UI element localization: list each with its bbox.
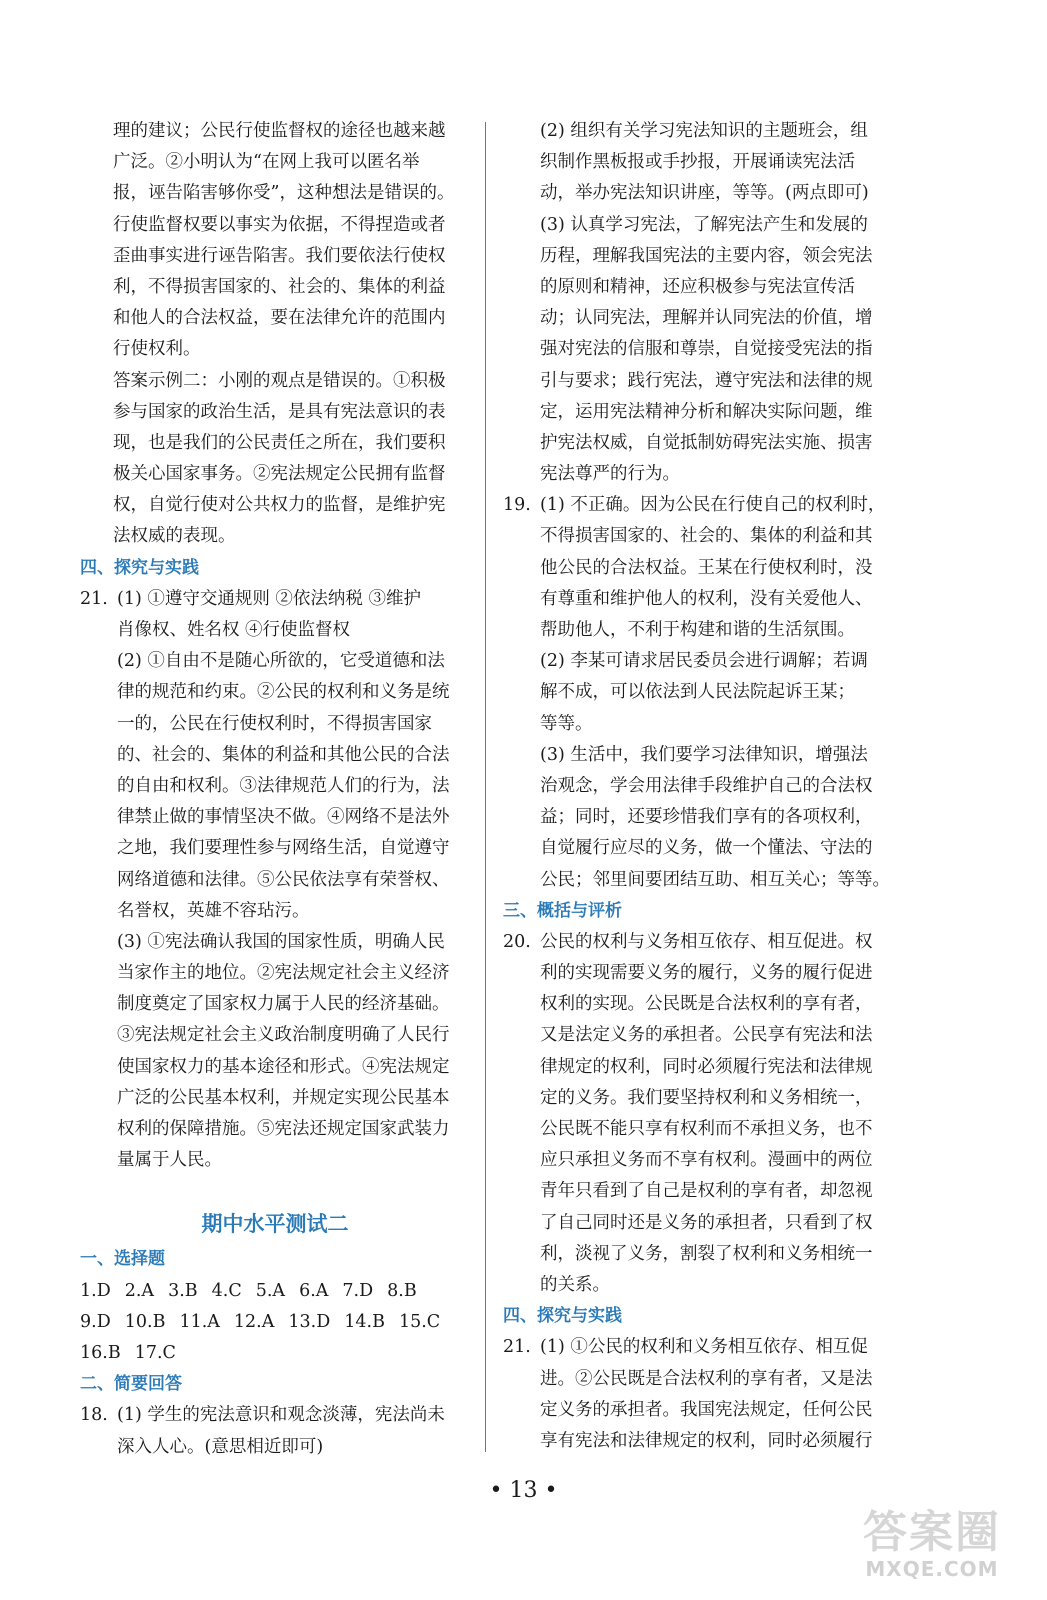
question-first-line bbox=[503, 927, 893, 958]
text-line: 现，也是我们的公民责任之所在，我们要积 bbox=[113, 432, 446, 453]
text-line: 解不成，可以依法到人民法院起诉王某； bbox=[540, 682, 855, 703]
question-first-line bbox=[80, 1400, 470, 1431]
text-line: 利的实现需要义务的履行，义务的履行促进 bbox=[540, 963, 873, 984]
text-line: 广泛的公民基本权利，并规定实现公民基本 bbox=[117, 1087, 450, 1108]
watermark-logo: 答案圈 bbox=[863, 1507, 1001, 1558]
text-line: 行使监督权要以事实为依据，不得捏造或者 bbox=[113, 214, 446, 235]
text-line: 定的义务。我们要坚持权利和义务相统一， bbox=[540, 1087, 873, 1108]
text-line: 定，运用宪法精神分析和解决实际问题，维 bbox=[540, 401, 873, 422]
text-line: 宪法尊严的行为。 bbox=[540, 464, 680, 485]
text-line: 歪曲事实进行诬告陷害。我们要依法行使权 bbox=[113, 245, 446, 266]
text-line: 答案示例二：小刚的观点是错误的。①积极 bbox=[113, 370, 446, 391]
text-line: 等等。 bbox=[540, 713, 593, 734]
page-number: • 13 • bbox=[489, 1478, 558, 1503]
text-line: 名誉权，英雄不容玷污。 bbox=[117, 900, 310, 921]
answer-item: 15.C bbox=[398, 1311, 441, 1332]
question-first-line bbox=[503, 490, 893, 521]
text-line: 利，淡视了义务，割裂了权利和义务相统一 bbox=[540, 1243, 873, 1264]
column-divider bbox=[485, 122, 486, 1452]
answer-item: 6.A bbox=[299, 1280, 329, 1301]
text-line: 动，举办宪法知识讲座，等等。(两点即可) bbox=[540, 183, 869, 204]
answer-item: 16.B bbox=[80, 1342, 121, 1363]
text-line: (3) 认真学习宪法，了解宪法产生和发展的 bbox=[540, 214, 868, 235]
section-heading: 三、概括与评析 bbox=[503, 900, 622, 921]
text-line: (1) 学生的宪法意识和观念淡薄，宪法尚未 bbox=[117, 1405, 445, 1426]
text-line: 之地，我们要理性参与网络生活，自觉遵守 bbox=[117, 838, 450, 859]
text-line: 利，不得损害国家的、社会的、集体的利益 bbox=[113, 276, 446, 297]
section-heading: 四、探究与实践 bbox=[503, 1306, 622, 1327]
text-line: 极关心国家事务。②宪法规定公民拥有监督 bbox=[113, 464, 446, 485]
text-line: 使国家权力的基本途径和形式。④宪法规定 bbox=[117, 1056, 450, 1077]
text-line: 深入人心。(意思相近即可) bbox=[117, 1436, 324, 1457]
text-line: 报，诬告陷害够你受”，这种想法是错误的。 bbox=[113, 183, 455, 204]
text-line: (1) ①遵守交通规则 ②依法纳税 ③维护 bbox=[117, 588, 421, 609]
text-line: (1) ①公民的权利和义务相互依存、相互促 bbox=[540, 1337, 868, 1358]
answer-item: 5.A bbox=[255, 1280, 286, 1301]
text-line: 动；认同宪法，理解并认同宪法的价值，增 bbox=[540, 308, 873, 329]
section-heading: 二、简要回答 bbox=[80, 1374, 182, 1395]
watermark bbox=[842, 1508, 1022, 1588]
answer-item: 2.A bbox=[124, 1280, 155, 1301]
text-line: ③宪法规定社会主义政治制度明确了人民行 bbox=[117, 1025, 450, 1046]
answer-item: 12.A bbox=[233, 1311, 275, 1332]
text-line: 益；同时，还要珍惜我们享有的各项权利， bbox=[540, 807, 873, 828]
text-line: 历程，理解我国宪法的主要内容，领会宪法 bbox=[540, 245, 873, 266]
question-first-line bbox=[80, 584, 470, 615]
text-line: 和他人的合法权益，要在法律允许的范围内 bbox=[113, 308, 446, 329]
section-heading: 四、探究与实践 bbox=[80, 557, 199, 578]
watermark-site: MXQE.COM bbox=[865, 1557, 999, 1581]
text-line: 参与国家的政治生活，是具有宪法意识的表 bbox=[113, 401, 446, 422]
answer-item: 8.B bbox=[387, 1280, 417, 1301]
text-line: 肖像权、姓名权 ④行使监督权 bbox=[117, 620, 351, 640]
answer-item: 3.B bbox=[168, 1280, 198, 1301]
text-line: 治观念，学会用法律手段维护自己的合法权 bbox=[540, 775, 873, 796]
text-line: 量属于人民。 bbox=[117, 1150, 222, 1171]
answer-item: 10.B bbox=[124, 1311, 166, 1332]
text-line: 权利的实现。公民既是合法权利的享有者， bbox=[540, 994, 873, 1015]
text-line: 公民；邻里间要团结互助、相互关心；等等。 bbox=[540, 869, 890, 890]
text-line: (1) 不正确。因为公民在行使自己的权利时， bbox=[540, 495, 886, 516]
question-number: 21. bbox=[503, 1337, 531, 1358]
answer-item: 13.D bbox=[288, 1311, 331, 1332]
question-first-line bbox=[503, 1332, 893, 1363]
text-line: 有尊重和维护他人的权利，没有关爱他人、 bbox=[540, 588, 873, 609]
text-line: 又是法定义务的承担者。公民享有宪法和法 bbox=[540, 1025, 873, 1046]
answer-item: 17.C bbox=[134, 1342, 176, 1363]
text-line: 强对宪法的信服和尊崇，自觉接受宪法的指 bbox=[540, 339, 873, 360]
text-line: 理的建议；公民行使监督权的途径也越来越 bbox=[113, 121, 446, 141]
question-number: 19. bbox=[503, 495, 531, 516]
answer-row bbox=[80, 1338, 470, 1369]
text-line: 他公民的合法权益。王某在行使权利时，没 bbox=[540, 557, 873, 578]
question-number: 18. bbox=[80, 1405, 108, 1426]
text-line: (3) ①宪法确认我国的国家性质，明确人民 bbox=[117, 931, 445, 952]
text-line: 享有宪法和法律规定的权利，同时必须履行 bbox=[540, 1430, 873, 1451]
text-line: 的关系。 bbox=[540, 1274, 610, 1295]
text-line: 公民既不能只享有权利而不承担义务，也不 bbox=[540, 1119, 873, 1139]
text-line: 法权威的表现。 bbox=[113, 526, 236, 547]
text-line: 制度奠定了国家权力属于人民的经济基础。 bbox=[117, 994, 450, 1015]
text-line: 定义务的承担者。我国宪法规定，任何公民 bbox=[540, 1399, 873, 1420]
answer-item: 7.D bbox=[342, 1280, 374, 1301]
text-line: 当家作主的地位。②宪法规定社会主义经济 bbox=[117, 963, 450, 984]
answer-row bbox=[80, 1276, 470, 1307]
section-heading: 一、选择题 bbox=[80, 1249, 165, 1270]
text-line: 护宪法权威，自觉抵制妨碍宪法实施、损害 bbox=[540, 432, 873, 453]
question-number: 20. bbox=[503, 931, 531, 952]
text-line: 织制作黑板报或手抄报，开展诵读宪法活 bbox=[540, 152, 855, 173]
text-line: 权利的保障措施。⑤宪法还规定国家武装力 bbox=[117, 1119, 450, 1139]
text-line: (2) 李某可请求居民委员会进行调解；若调 bbox=[540, 651, 868, 672]
test-title: 期中水平测试二 bbox=[201, 1211, 349, 1237]
text-line: 引与要求；践行宪法，遵守宪法和法律的规 bbox=[540, 370, 873, 391]
answer-row bbox=[80, 1307, 470, 1338]
text-line: 权，自觉行使对公共权力的监督，是维护宪 bbox=[113, 495, 446, 516]
text-line: 广泛。②小明认为“在网上我可以匿名举 bbox=[113, 152, 420, 173]
answer-item: 1.D bbox=[80, 1280, 111, 1301]
question-number: 21. bbox=[80, 588, 108, 609]
text-line: 应只承担义务而不享有权利。漫画中的两位 bbox=[540, 1150, 873, 1171]
text-line: 网络道德和法律。⑤公民依法享有荣誉权、 bbox=[117, 869, 450, 890]
text-line: 的自由和权利。③法律规范人们的行为，法 bbox=[117, 775, 450, 796]
text-line: 进。②公民既是合法权利的享有者，又是法 bbox=[540, 1368, 873, 1389]
text-line: 的、社会的、集体的利益和其他公民的合法 bbox=[117, 744, 450, 765]
text-line: 公民的权利与义务相互依存、相互促进。权 bbox=[540, 931, 873, 952]
text-line: 律禁止做的事情坚决不做。④网络不是法外 bbox=[117, 807, 450, 828]
text-line: (3) 生活中，我们要学习法律知识，增强法 bbox=[540, 744, 868, 765]
answer-item: 11.A bbox=[179, 1311, 220, 1332]
text-line: 行使权利。 bbox=[113, 339, 201, 360]
text-line: (2) 组织有关学习宪法知识的主题班会，组 bbox=[540, 121, 868, 141]
text-line: 了自己同时还是义务的承担者，只看到了权 bbox=[540, 1212, 873, 1233]
text-line: 青年只看到了自己是权利的享有者，却忽视 bbox=[540, 1181, 873, 1202]
answer-item: 9.D bbox=[80, 1311, 111, 1332]
text-line: 帮助他人，不利于构建和谐的生活氛围。 bbox=[540, 620, 855, 640]
text-line: 自觉履行应尽的义务，做一个懂法、守法的 bbox=[540, 838, 873, 859]
text-line: 一的，公民在行使权利时，不得损害国家 bbox=[117, 713, 432, 734]
text-line: 不得损害国家的、社会的、集体的利益和其 bbox=[540, 526, 873, 547]
text-line: (2) ①自由不是随心所欲的，它受道德和法 bbox=[117, 651, 445, 672]
left-column bbox=[80, 116, 470, 1463]
text-line: 律的规范和约束。②公民的权利和义务是统 bbox=[117, 682, 450, 703]
text-line: 律规定的权利，同时必须履行宪法和法律规 bbox=[540, 1056, 873, 1077]
right-column bbox=[503, 116, 893, 1457]
text-line: 的原则和精神，还应积极参与宪法宣传活 bbox=[540, 276, 855, 297]
answer-item: 14.B bbox=[344, 1311, 385, 1332]
answer-item: 4.C bbox=[211, 1280, 242, 1301]
